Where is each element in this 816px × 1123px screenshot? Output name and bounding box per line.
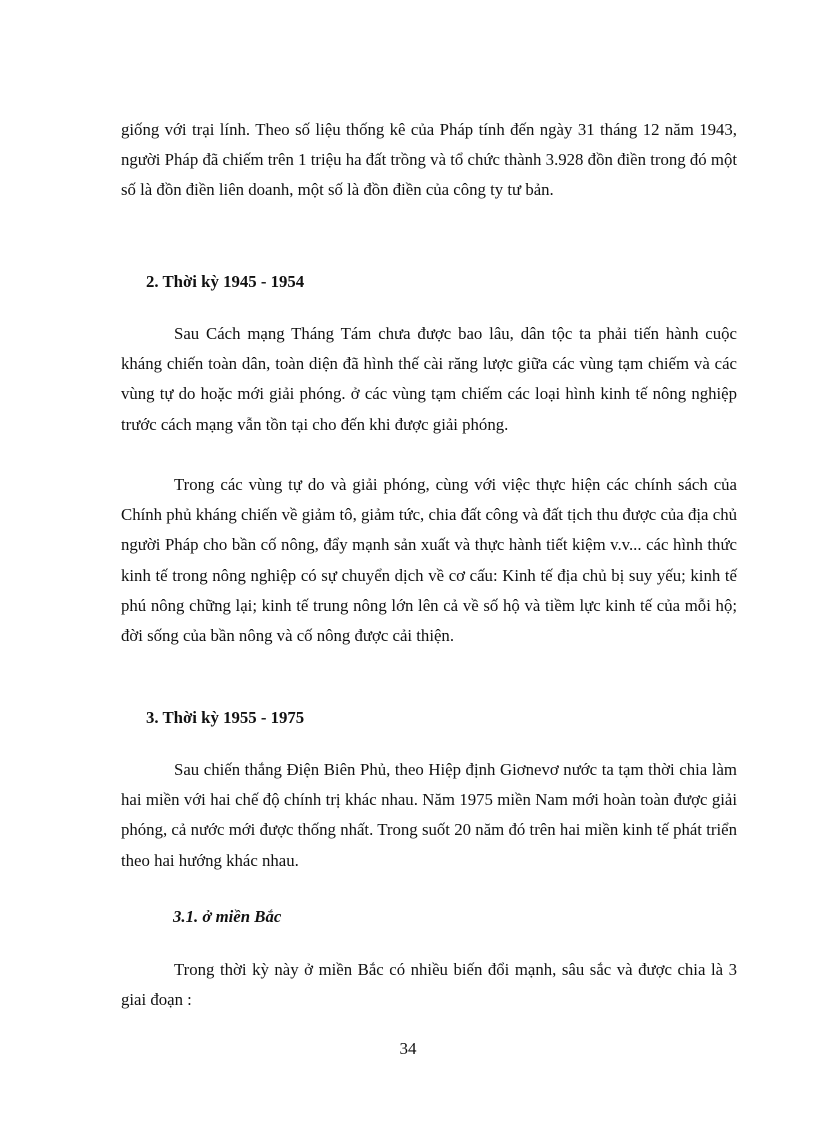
paragraph-liberated-zones: Trong các vùng tự do và giải phóng, cùng với việc thực hiện các chính sách của Chính phủ kháng chiến về giảm tô, giảm tức, chia đất công và đất tịch thu được của địa chủ người Pháp cho bần cố nông, đẩy mạnh sản xuất và thực hành tiết kiệm v.v... các hình thức kinh tế trong nông nghiệp có sự chuyển dịch về cơ cấu: Kinh tế địa chủ bị suy yếu; kinh tế phú nông chững lại; kinh tế trung nông lớn lên cả về số hộ và tiềm lực kinh tế của mỗi hộ; đời sống của bần nông và cố nông được cải thiện. <box>121 475 737 646</box>
page-number: 34 <box>399 1039 417 1058</box>
paragraph-continued: giống với trại lính. Theo số liệu thống kê của Pháp tính đến ngày 31 tháng 12 năm 1943, người Pháp đã chiếm trên 1 triệu ha đất trồng và tổ chức thành 3.928 đồn điền trong đó một số là đồn điền liên doanh, một số là đồn điền của công ty tư bản. <box>121 120 737 200</box>
subsection-heading-north: 3.1. ở miền Bắc <box>173 907 282 926</box>
paragraph-post-revolution: Sau Cách mạng Tháng Tám chưa được bao lâu, dân tộc ta phải tiến hành cuộc kháng chiến toàn dân, toàn diện đã hình thế cài răng lược giữa các vùng tạm chiếm và các vùng tự do hoặc mới giải phóng. ở các vùng tạm chiếm các loại hình kinh tế nông nghiệp trước cách mạng vẫn tồn tại cho đến khi được giải phóng. <box>121 324 737 434</box>
section-heading-1955-1975: 3. Thời kỳ 1955 - 1975 <box>146 708 305 727</box>
paragraph-dien-bien-phu: Sau chiến thắng Điện Biên Phủ, theo Hiệp định Giơnevơ nước ta tạm thời chia làm hai miền với hai chế độ chính trị khác nhau. Năm 1975 miền Nam mới hoàn toàn được giải phóng, cả nước mới được thống nhất. Trong suốt 20 năm đó trên hai miền kinh tế phát triển theo hai hướng khác nhau. <box>121 760 737 870</box>
section-heading-1945-1954: 2. Thời kỳ 1945 - 1954 <box>146 272 305 291</box>
paragraph-three-stages: Trong thời kỳ này ở miền Bắc có nhiều biến đổi mạnh, sâu sắc và được chia là 3 giai đoạn : <box>121 960 737 1010</box>
